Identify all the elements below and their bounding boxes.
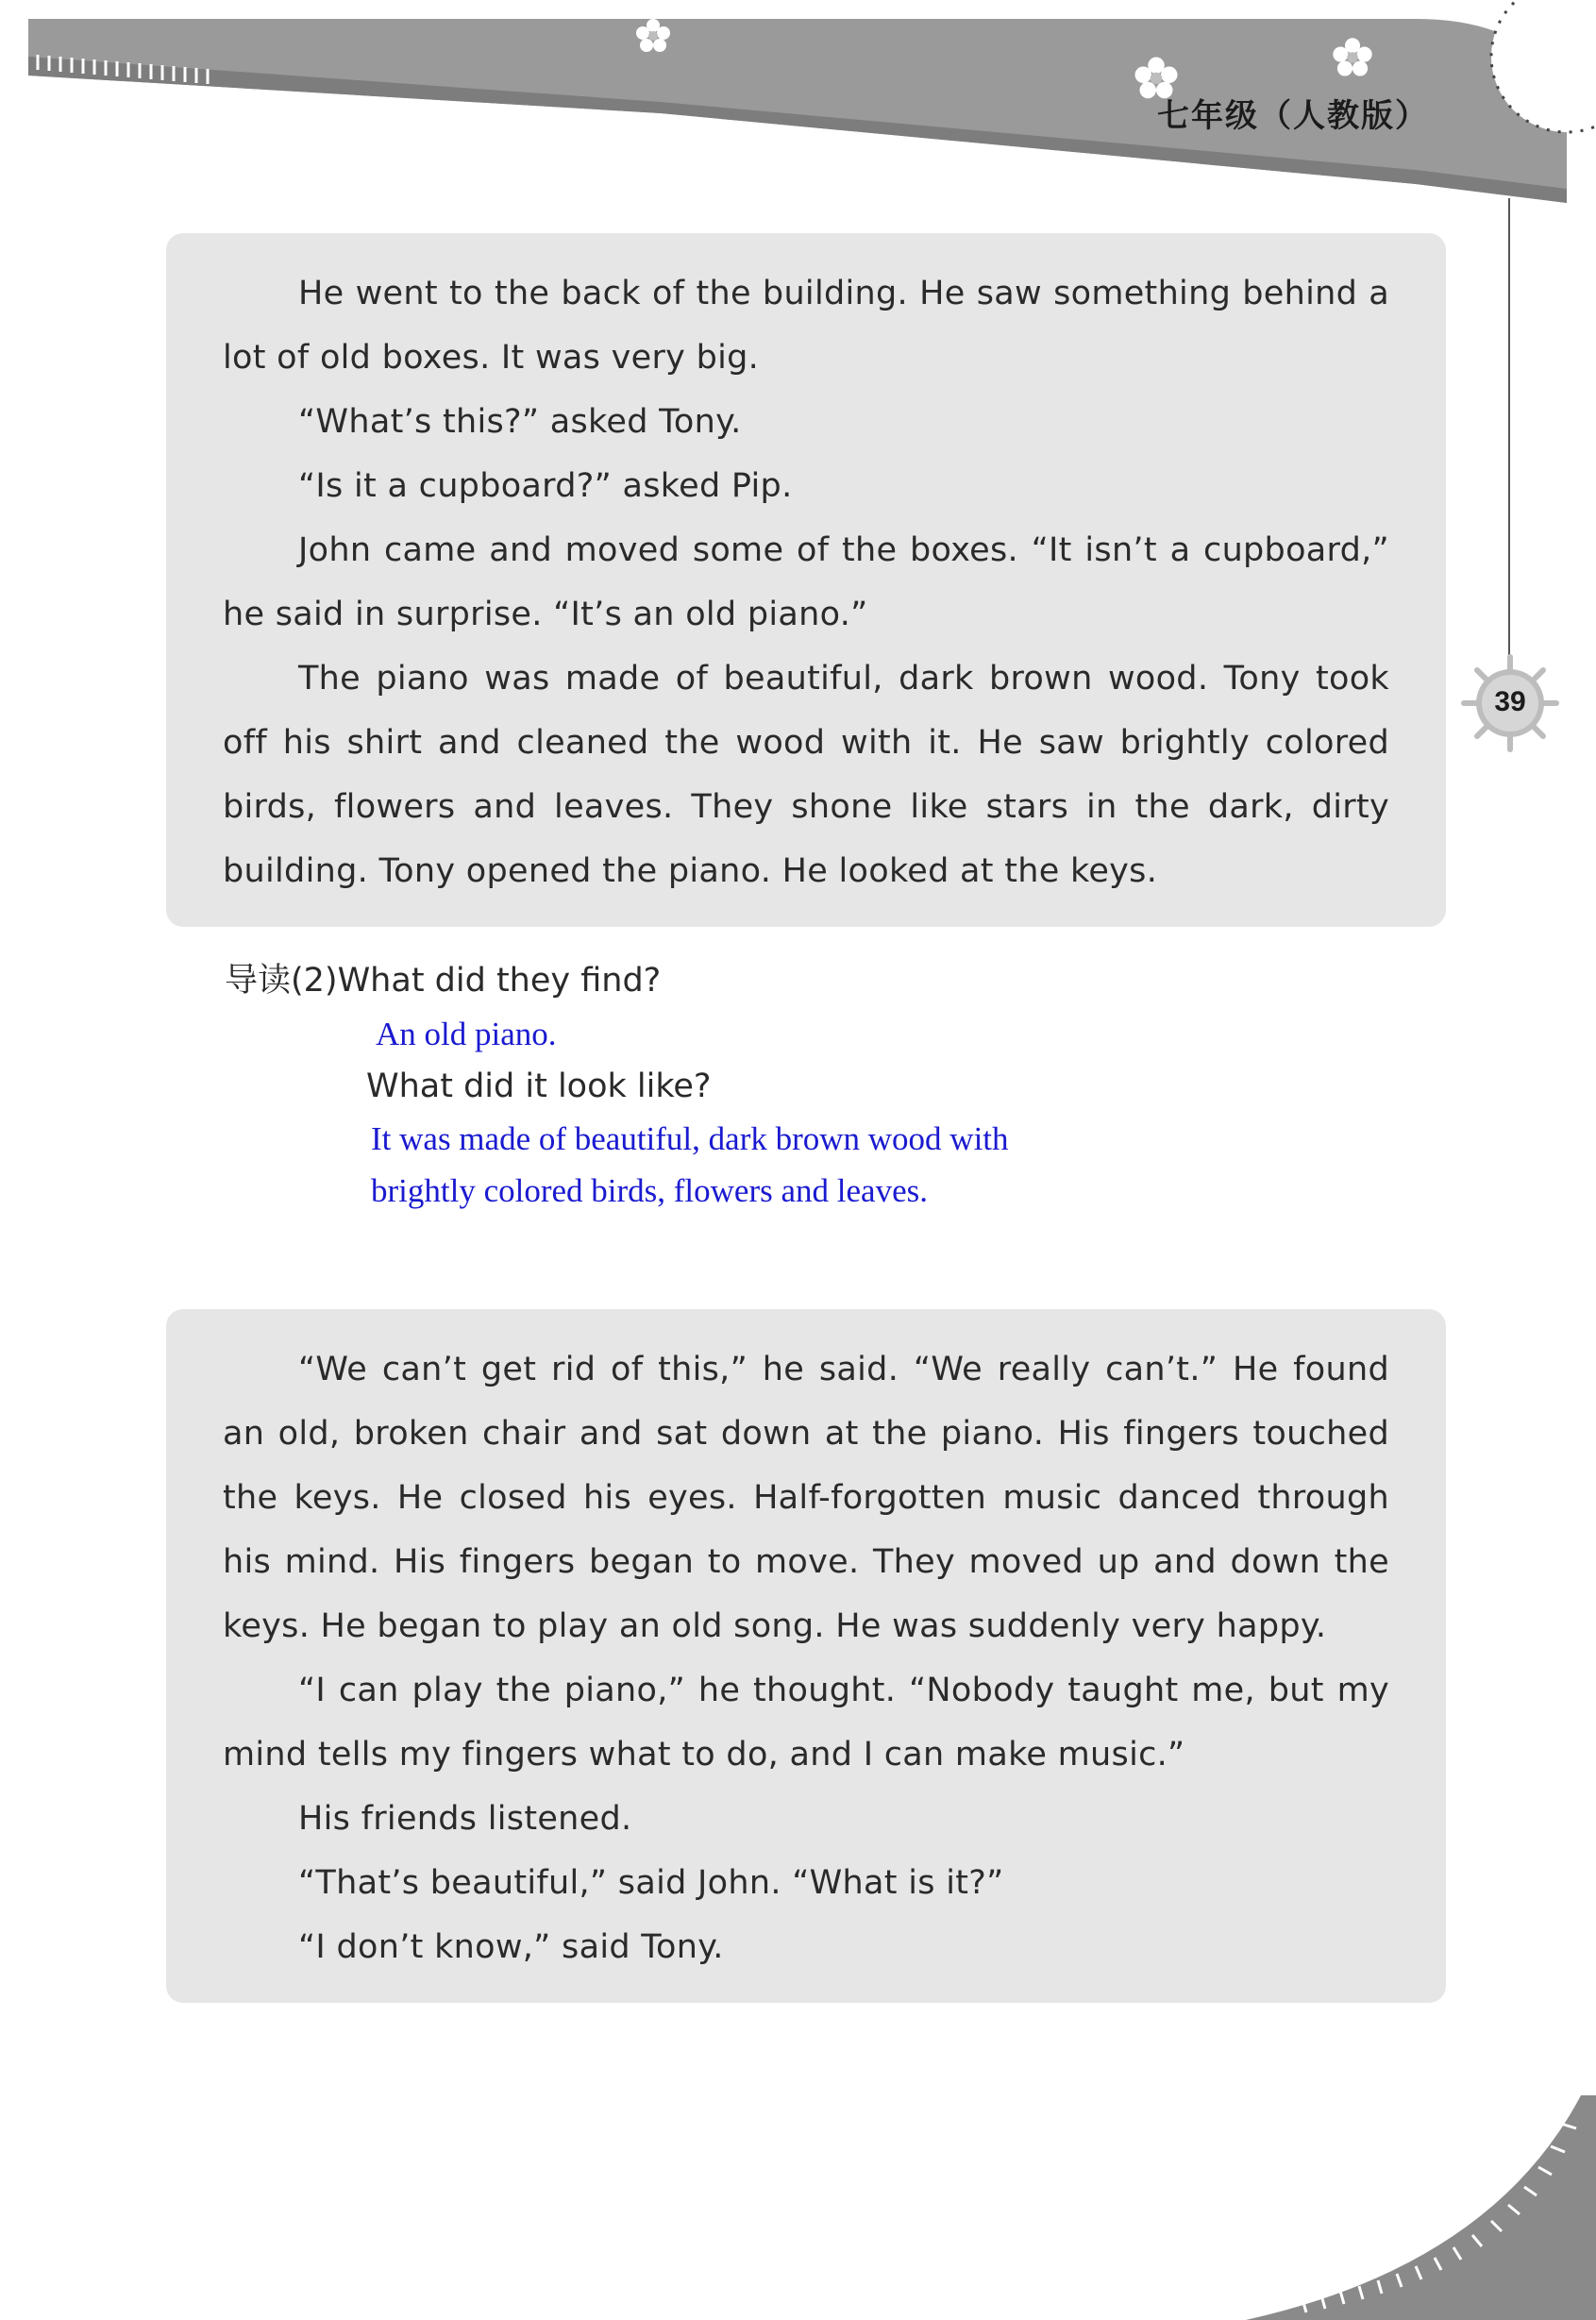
- passage-paragraph: “I don’t know,” said Tony.: [298, 1928, 724, 1966]
- passage-panel-1: [166, 233, 1446, 927]
- grade-label: 七年级（人教版）: [1157, 97, 1429, 135]
- handwritten-answer: brightly colored birds, flowers and leaves.: [371, 1172, 928, 1209]
- handwritten-answer: It was made of beautiful, dark brown wood with: [371, 1120, 1009, 1157]
- passage-paragraph: “What’s this?” asked Tony.: [298, 403, 742, 441]
- passage-paragraph: “I can play the piano,” he thought. “Nobody taught me, but my mind tells my fingers what to do, and I can make music.”: [223, 1672, 1389, 1774]
- passage-paragraph: “We can’t get rid of this,” he said. “We really can’t.” He found an old, broken chair and sat down at the piano. His fingers touched the keys. He closed his eyes. Half-forgotten music danced through his mind. His fingers began to move. They moved up and down the keys. He began to play an old song. He was suddenly very happy.: [223, 1351, 1389, 1645]
- passage-panel-2: [166, 1309, 1446, 2003]
- guide-question-find: 导读(2)What did they find?: [225, 962, 662, 1000]
- passage-paragraph: John came and moved some of the boxes. “It isn’t a cupboard,” he said in surprise. “It’s an old piano.”: [223, 531, 1389, 633]
- passage-paragraph: His friends listened.: [298, 1800, 632, 1838]
- passage-paragraph: “That’s beautiful,” said John. “What is it?”: [298, 1864, 1004, 1902]
- guide-question-look: What did it look like?: [366, 1068, 712, 1105]
- guided-reading: [225, 953, 1357, 1217]
- page-thread: [1508, 198, 1510, 661]
- passage-paragraph: “Is it a cupboard?” asked Pip.: [298, 467, 793, 505]
- passage-paragraph: The piano was made of beautiful, dark brown wood. Tony took off his shirt and cleaned the wood with it. He saw brightly colored birds, flowers and leaves. They shone like stars in the dark, dirty building. Tony opened the piano. He looked at the keys.: [223, 660, 1389, 890]
- passage-paragraph: He went to the back of the building. He saw something behind a lot of old boxes. It was very big.: [223, 275, 1389, 377]
- corner-decoration: [1208, 2076, 1596, 2320]
- handwritten-answer: An old piano.: [376, 1016, 557, 1052]
- flower-icon: [634, 17, 672, 55]
- flower-icon: [1331, 36, 1374, 79]
- page-number: 39: [1494, 686, 1526, 717]
- header-band: [0, 0, 1596, 227]
